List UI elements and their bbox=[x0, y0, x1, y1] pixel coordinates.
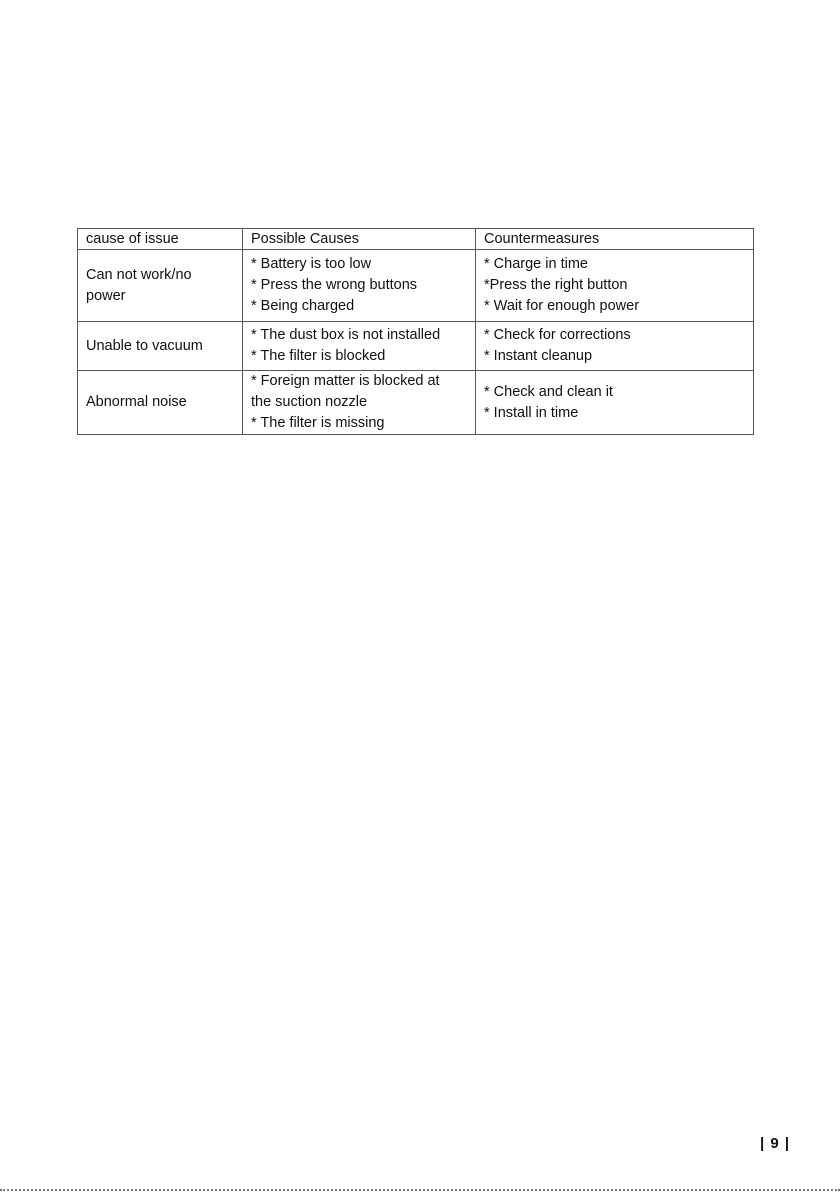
cell-line: power bbox=[86, 287, 126, 304]
cell-line: * The filter is missing bbox=[251, 415, 385, 431]
causes-cell bbox=[243, 250, 476, 322]
countermeasures-cell bbox=[476, 322, 754, 371]
cell-line: * Wait for enough power bbox=[484, 298, 640, 314]
cell-line: Abnormal noise bbox=[86, 394, 187, 410]
bottom-divider bbox=[0, 1189, 840, 1191]
cell-line: * Press the wrong buttons bbox=[251, 277, 418, 293]
table-row bbox=[78, 371, 754, 435]
cell-line: * Check and clean it bbox=[484, 383, 613, 400]
issue-cell bbox=[78, 250, 243, 322]
countermeasures-cell bbox=[476, 250, 754, 322]
table-row bbox=[78, 322, 754, 371]
header-possible-causes: Possible Causes bbox=[243, 229, 476, 250]
countermeasures-cell bbox=[476, 371, 754, 435]
cell-line: * Check for corrections bbox=[484, 327, 631, 343]
cell-line: Unable to vacuum bbox=[86, 337, 203, 354]
issue-cell bbox=[78, 371, 243, 435]
cell-line: * The dust box is not installed bbox=[251, 327, 441, 343]
causes-cell bbox=[243, 371, 476, 435]
cell-line: Can not work/no bbox=[86, 266, 192, 283]
header-cause-of-issue: cause of issue bbox=[78, 229, 243, 250]
troubleshooting-table bbox=[77, 228, 754, 435]
table-header-row bbox=[78, 229, 754, 250]
causes-cell bbox=[243, 322, 476, 371]
cell-line: * Being charged bbox=[251, 298, 355, 314]
header-countermeasures: Countermeasures bbox=[476, 229, 754, 250]
cell-line: * Battery is too low bbox=[251, 256, 372, 272]
page-number: | 9 | bbox=[760, 1135, 791, 1152]
cell-line: the suction nozzle bbox=[251, 394, 368, 410]
cell-line: * Install in time bbox=[484, 404, 579, 421]
cell-line: * The filter is blocked bbox=[251, 348, 386, 364]
table-row bbox=[78, 250, 754, 322]
cell-line: * Charge in time bbox=[484, 256, 588, 272]
cell-line: * Instant cleanup bbox=[484, 348, 593, 364]
cell-line: *Press the right button bbox=[484, 277, 628, 293]
issue-cell bbox=[78, 322, 243, 371]
cell-line: * Foreign matter is blocked at bbox=[251, 373, 440, 389]
